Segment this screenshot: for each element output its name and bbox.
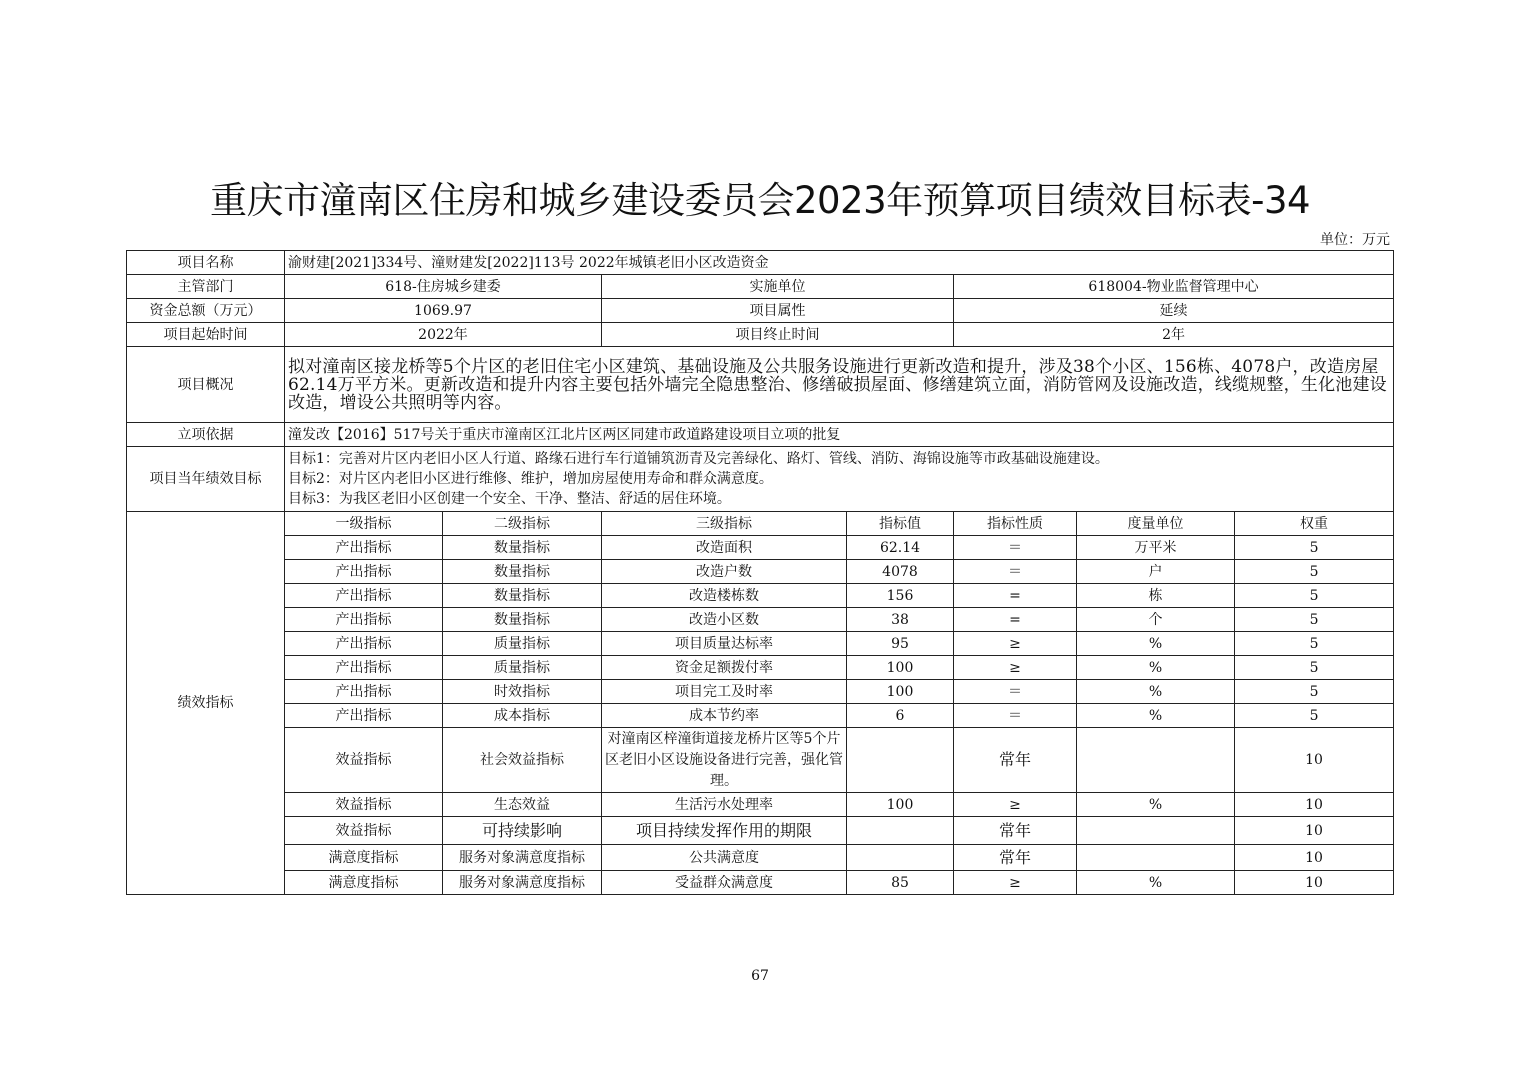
header-value: 指标值 <box>847 512 954 536</box>
value-cell: 4078 <box>847 560 954 584</box>
level3-cell: 改造户数 <box>602 560 847 584</box>
table-row <box>127 871 1394 895</box>
row-project-name <box>127 251 1394 275</box>
row-overview <box>127 347 1394 423</box>
weight-cell: 5 <box>1235 680 1394 704</box>
project-name-label: 项目名称 <box>127 251 285 275</box>
nature-cell: ≥ <box>954 656 1077 680</box>
funds-value: 1069.97 <box>285 299 602 323</box>
header-level2: 二级指标 <box>443 512 602 536</box>
table-row <box>127 584 1394 608</box>
unit-cell: 户 <box>1077 560 1235 584</box>
level1-cell: 效益指标 <box>285 728 443 793</box>
weight-cell: 10 <box>1235 817 1394 845</box>
weight-cell: 5 <box>1235 608 1394 632</box>
level2-cell: 数量指标 <box>443 584 602 608</box>
level1-cell: 产出指标 <box>285 536 443 560</box>
start-label: 项目起始时间 <box>127 323 285 347</box>
level3-cell: 项目质量达标率 <box>602 632 847 656</box>
table-row <box>127 793 1394 817</box>
level2-cell: 数量指标 <box>443 560 602 584</box>
unit-cell: 栋 <box>1077 584 1235 608</box>
value-cell: 6 <box>847 704 954 728</box>
unit-cell: % <box>1077 656 1235 680</box>
value-cell <box>847 817 954 845</box>
value-cell: 85 <box>847 871 954 895</box>
weight-cell: 5 <box>1235 584 1394 608</box>
overview-text: 拟对潼南区接龙桥等5个片区的老旧住宅小区建筑、基础设施及公共服务设施进行更新改造和提升，涉及38个小区、156栋、4078户，改造房屋62.14万平方米。更新改造和提升内容主要包括外墙完全隐患整治、修缮破损屋面、修缮建筑立面，消防管网及设施改造，线缆规整，生化池建设改造，增设公共照明等内容。 <box>285 347 1394 423</box>
level1-cell: 产出指标 <box>285 656 443 680</box>
row-funds <box>127 299 1394 323</box>
level2-cell: 质量指标 <box>443 656 602 680</box>
level1-cell: 效益指标 <box>285 793 443 817</box>
end-label: 项目终止时间 <box>602 323 954 347</box>
goal-2: 目标2：对片区内老旧小区进行维修、维护，增加房屋使用寿命和群众满意度。 <box>288 471 773 487</box>
table-row <box>127 728 1394 793</box>
end-value: 2年 <box>954 323 1394 347</box>
level2-cell: 可持续影响 <box>443 817 602 845</box>
overview-label: 项目概况 <box>127 347 285 423</box>
indicators-section-label: 绩效指标 <box>127 512 285 895</box>
level2-cell: 数量指标 <box>443 608 602 632</box>
basis-label: 立项依据 <box>127 423 285 447</box>
nature-cell: 常年 <box>954 728 1077 793</box>
value-cell: 95 <box>847 632 954 656</box>
unit-cell: 个 <box>1077 608 1235 632</box>
table-row <box>127 536 1394 560</box>
level3-cell: 改造小区数 <box>602 608 847 632</box>
level3-cell: 对潼南区梓潼街道接龙桥片区等5个片区老旧小区设施设备进行完善，强化管理。 <box>602 728 847 793</box>
weight-cell: 5 <box>1235 536 1394 560</box>
header-level3: 三级指标 <box>602 512 847 536</box>
unit-cell: % <box>1077 871 1235 895</box>
level3-cell: 生活污水处理率 <box>602 793 847 817</box>
table-row <box>127 632 1394 656</box>
value-cell: 156 <box>847 584 954 608</box>
weight-cell: 10 <box>1235 728 1394 793</box>
header-nature: 指标性质 <box>954 512 1077 536</box>
weight-cell: 5 <box>1235 656 1394 680</box>
page-number: 67 <box>751 968 769 984</box>
goal-1: 目标1：完善对片区内老旧小区人行道、路缘石进行车行道铺筑沥青及完善绿化、路灯、管线、消防、海锦设施等市政基础设施建设。 <box>288 451 1109 467</box>
page-title: 重庆市潼南区住房和城乡建设委员会2023年预算项目绩效目标表-34 <box>209 179 1311 222</box>
weight-cell: 5 <box>1235 560 1394 584</box>
value-cell: 100 <box>847 793 954 817</box>
weight-cell: 10 <box>1235 793 1394 817</box>
header-unit: 度量单位 <box>1077 512 1235 536</box>
level2-cell: 数量指标 <box>443 536 602 560</box>
nature-cell: ＝ <box>954 560 1077 584</box>
nature-cell: = <box>954 584 1077 608</box>
weight-cell: 10 <box>1235 871 1394 895</box>
start-value: 2022年 <box>285 323 602 347</box>
impl-label: 实施单位 <box>602 275 954 299</box>
unit-cell: % <box>1077 680 1235 704</box>
value-cell: 62.14 <box>847 536 954 560</box>
table-row <box>127 704 1394 728</box>
table-row <box>127 845 1394 871</box>
nature-cell: ≥ <box>954 793 1077 817</box>
level2-cell: 服务对象满意度指标 <box>443 845 602 871</box>
level1-cell: 产出指标 <box>285 560 443 584</box>
level2-cell: 时效指标 <box>443 680 602 704</box>
level3-cell: 改造面积 <box>602 536 847 560</box>
nature-cell: ≥ <box>954 871 1077 895</box>
header-weight: 权重 <box>1235 512 1394 536</box>
indicator-header-row <box>127 512 1394 536</box>
dept-label: 主管部门 <box>127 275 285 299</box>
level3-cell: 改造楼栋数 <box>602 584 847 608</box>
nature-cell: ＝ <box>954 536 1077 560</box>
level3-cell: 项目持续发挥作用的期限 <box>602 817 847 845</box>
row-time <box>127 323 1394 347</box>
nature-cell: 常年 <box>954 817 1077 845</box>
nature-cell: ＝ <box>954 704 1077 728</box>
level1-cell: 满意度指标 <box>285 845 443 871</box>
performance-table <box>126 250 1394 895</box>
impl-value: 618004-物业监督管理中心 <box>954 275 1394 299</box>
unit-cell: % <box>1077 704 1235 728</box>
row-goals <box>127 447 1394 512</box>
unit-cell: % <box>1077 793 1235 817</box>
table-row <box>127 560 1394 584</box>
nature-cell: = <box>954 608 1077 632</box>
attr-value: 延续 <box>954 299 1394 323</box>
level3-cell: 项目完工及时率 <box>602 680 847 704</box>
table-row <box>127 680 1394 704</box>
value-cell: 100 <box>847 656 954 680</box>
attr-label: 项目属性 <box>602 299 954 323</box>
weight-cell: 10 <box>1235 845 1394 871</box>
level2-cell: 质量指标 <box>443 632 602 656</box>
nature-cell: 常年 <box>954 845 1077 871</box>
row-dept <box>127 275 1394 299</box>
goals-label: 项目当年绩效目标 <box>127 447 285 512</box>
goal-3: 目标3：为我区老旧小区创建一个安全、干净、整洁、舒适的居住环境。 <box>288 491 731 507</box>
level1-cell: 产出指标 <box>285 704 443 728</box>
basis-text: 潼发改【2016】517号关于重庆市潼南区江北片区两区同建市政道路建设项目立项的批复 <box>285 423 1394 447</box>
level3-cell: 受益群众满意度 <box>602 871 847 895</box>
level1-cell: 效益指标 <box>285 817 443 845</box>
level3-cell: 公共满意度 <box>602 845 847 871</box>
level1-cell: 满意度指标 <box>285 871 443 895</box>
level2-cell: 成本指标 <box>443 704 602 728</box>
project-name: 渝财建[2021]334号、潼财建发[2022]113号 2022年城镇老旧小区改造资金 <box>285 251 1394 275</box>
row-basis <box>127 423 1394 447</box>
level1-cell: 产出指标 <box>285 584 443 608</box>
level3-cell: 资金足额拨付率 <box>602 656 847 680</box>
unit-label: 单位：万元 <box>1320 232 1390 248</box>
weight-cell: 5 <box>1235 704 1394 728</box>
nature-cell: ≥ <box>954 632 1077 656</box>
value-cell: 100 <box>847 680 954 704</box>
unit-cell <box>1077 845 1235 871</box>
table-row <box>127 656 1394 680</box>
value-cell <box>847 728 954 793</box>
level1-cell: 产出指标 <box>285 680 443 704</box>
level2-cell: 社会效益指标 <box>443 728 602 793</box>
unit-cell: % <box>1077 632 1235 656</box>
nature-cell: ＝ <box>954 680 1077 704</box>
goals-cell <box>285 447 1394 512</box>
level1-cell: 产出指标 <box>285 608 443 632</box>
level2-cell: 生态效益 <box>443 793 602 817</box>
level3-cell: 成本节约率 <box>602 704 847 728</box>
unit-cell <box>1077 728 1235 793</box>
dept-value: 618-住房城乡建委 <box>285 275 602 299</box>
unit-cell: 万平米 <box>1077 536 1235 560</box>
level1-cell: 产出指标 <box>285 632 443 656</box>
value-cell <box>847 845 954 871</box>
level2-cell: 服务对象满意度指标 <box>443 871 602 895</box>
funds-label: 资金总额（万元） <box>127 299 285 323</box>
value-cell: 38 <box>847 608 954 632</box>
table-row <box>127 608 1394 632</box>
header-level1: 一级指标 <box>285 512 443 536</box>
table-row <box>127 817 1394 845</box>
unit-cell <box>1077 817 1235 845</box>
weight-cell: 5 <box>1235 632 1394 656</box>
